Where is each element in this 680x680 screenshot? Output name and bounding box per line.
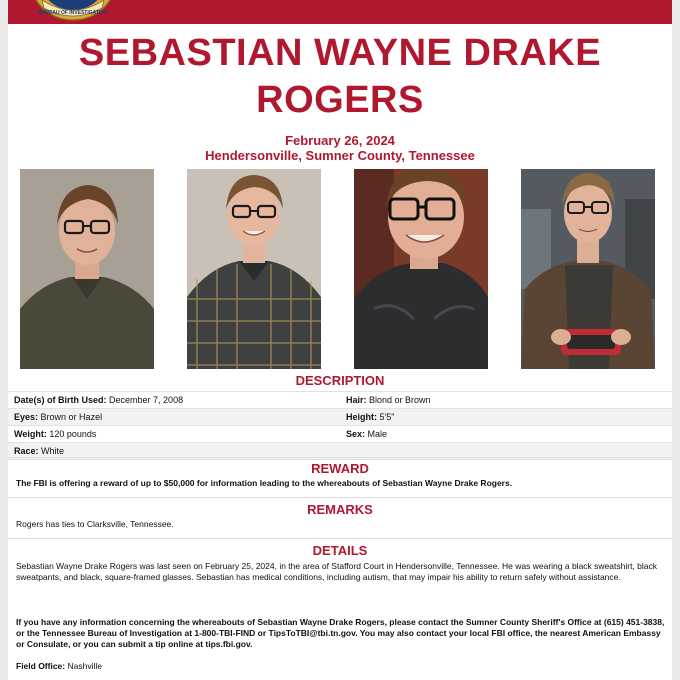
sex-label: Sex: bbox=[346, 429, 366, 439]
svg-text:BUREAU OF INVESTIGATION: BUREAU OF INVESTIGATION bbox=[38, 10, 108, 16]
hair-value: Blond or Brown bbox=[369, 395, 431, 405]
dob-value: December 7, 2008 bbox=[109, 395, 184, 405]
sex-value: Male bbox=[367, 429, 388, 439]
contact-text: If you have any information concerning the whereabouts of Sebastian Wayne Drake Rogers, please contact the Sumner County Sheriff's Office at (615) 451-3838, or the Tennessee Bureau of Investigation at 1-800-TBI-FIND or TipsToTBI@tbi.tn.gov. You may also contact your local FBI office, the nearest American Embassy or Consulate, or you can submit a tip online at tips.fbi.gov. bbox=[16, 617, 665, 649]
height-label: Height: bbox=[346, 412, 377, 422]
description-row bbox=[8, 408, 672, 425]
eyes-value: Brown or Hazel bbox=[40, 412, 103, 422]
field-office-value: Nashville bbox=[67, 661, 102, 671]
details-text: Sebastian Wayne Drake Rogers was last seen on February 25, 2024, in the area of Stafford Court in Hendersonville, Tennessee. He was wearing a black sweatshirt, black sweatpants, and black, square-framed glasses. Sebastian has medical conditions, including autism, that may impair his ability to return safely without assistance. bbox=[16, 561, 657, 582]
remarks-heading: REMARKS bbox=[307, 502, 373, 517]
poster-location: Hendersonville, Sumner County, Tennessee bbox=[205, 148, 475, 163]
subject-name-line2: ROGERS bbox=[256, 79, 424, 121]
hair-label: Hair: bbox=[346, 395, 367, 405]
weight-label: Weight: bbox=[14, 429, 47, 439]
race-label: Race: bbox=[14, 446, 39, 456]
details-heading: DETAILS bbox=[312, 543, 368, 558]
subject-photo-4 bbox=[521, 169, 655, 369]
reward-text: The FBI is offering a reward of up to $50,000 for information leading to the whereabouts of Sebastian Wayne Drake Rogers. bbox=[16, 478, 513, 488]
section-divider bbox=[8, 457, 672, 458]
reward-heading: REWARD bbox=[311, 461, 369, 476]
dob-label: Date(s) of Birth Used: bbox=[14, 395, 107, 405]
field-office-label: Field Office: bbox=[16, 661, 66, 671]
race-value: White bbox=[41, 446, 65, 456]
description-row bbox=[8, 391, 672, 408]
section-divider bbox=[8, 538, 672, 539]
description-row bbox=[8, 425, 672, 442]
subject-name-line1: SEBASTIAN WAYNE DRAKE bbox=[78, 32, 602, 74]
description-table bbox=[8, 391, 672, 460]
section-divider bbox=[8, 497, 672, 498]
eyes-label: Eyes: bbox=[14, 412, 39, 422]
subject-photo-1 bbox=[20, 169, 154, 369]
description-heading: DESCRIPTION bbox=[295, 373, 385, 388]
weight-value: 120 pounds bbox=[49, 429, 97, 439]
fbi-seal-icon bbox=[28, 0, 118, 22]
wanted-poster bbox=[8, 0, 672, 680]
field-office bbox=[16, 661, 666, 672]
remarks-text: Rogers has ties to Clarksville, Tennessee. bbox=[16, 519, 174, 529]
poster-date: February 26, 2024 bbox=[285, 133, 395, 148]
subject-photo-3 bbox=[354, 169, 488, 369]
subject-photo-2 bbox=[187, 169, 321, 369]
height-value: 5'5" bbox=[379, 412, 395, 422]
